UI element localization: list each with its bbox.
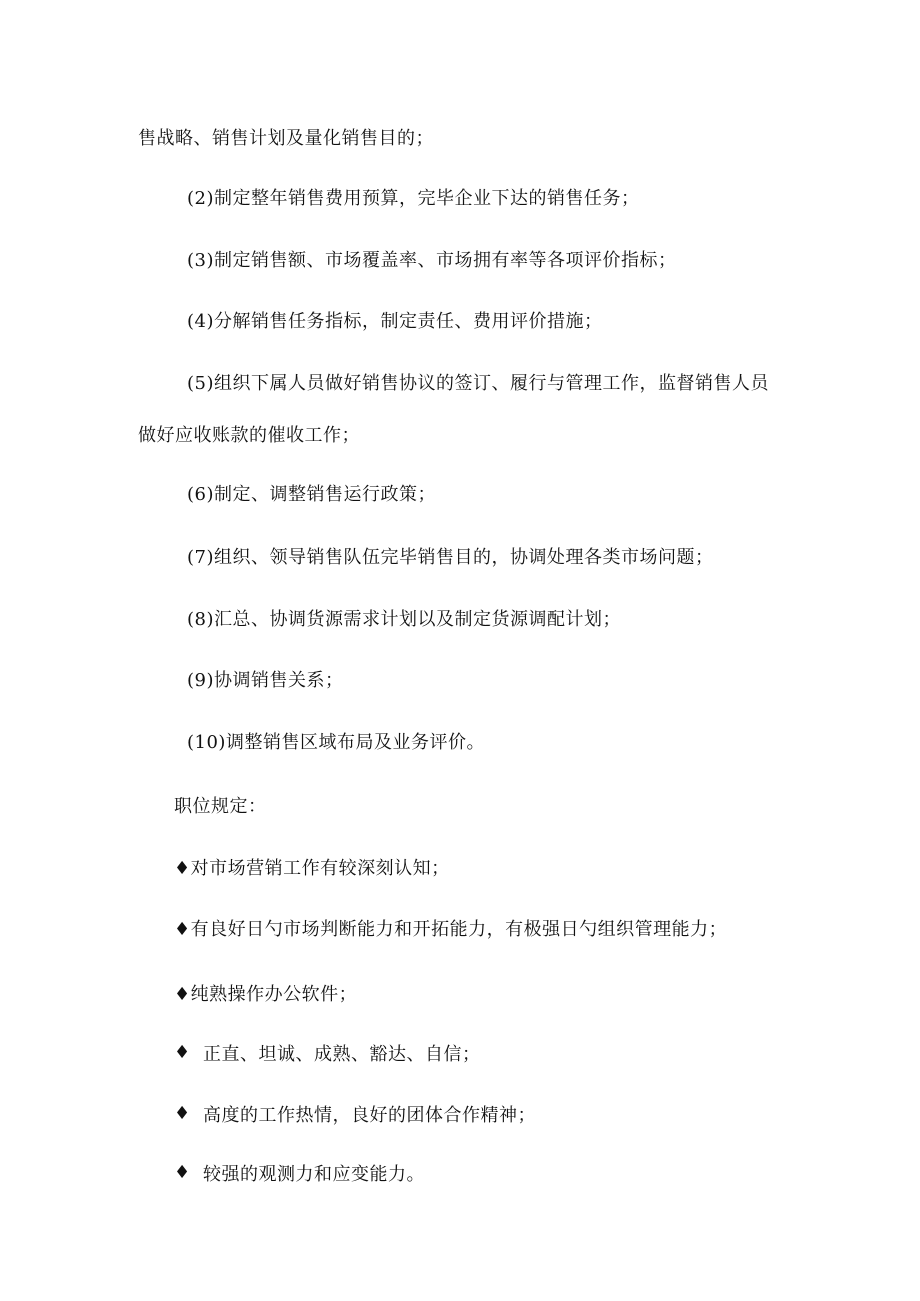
requirement-item: ♦有良好日勺市场判断能力和开拓能力，有极强日勺组织管理能力； [174, 919, 728, 940]
duty-item-7: (7)组织、领导销售队伍完毕销售目的，协调处理各类市场问题； [187, 547, 714, 568]
duty-item-2: (2)制定整年销售费用预算，完毕企业下达的销售任务； [187, 188, 640, 209]
diamond-bullet-icon: ♦ [174, 1103, 191, 1124]
duty-item-4: (4)分解销售任务指标，制定责任、费用评价措施； [187, 311, 603, 332]
requirements-heading: 职位规定： [174, 796, 267, 817]
duty-item-10: (10)调整销售区域布局及业务评价。 [187, 732, 485, 753]
duty-item-9: (9)协调销售关系； [187, 670, 344, 691]
requirement-item: ♦对市场营销工作有较深刻认知； [174, 858, 450, 879]
duty-item-6: (6)制定、调整销售运行政策； [187, 484, 436, 505]
duty-item-5-continuation: 做好应收账款的催收工作； [138, 425, 360, 446]
trait-item: 较强的观测力和应变能力。 [203, 1164, 425, 1185]
duty-item-3: (3)制定销售额、市场覆盖率、市场拥有率等各项评价指标； [187, 250, 677, 271]
trait-item: 正直、坦诚、成熟、豁达、自信； [203, 1044, 481, 1065]
paragraph-continuation: 售战略、销售计划及量化销售目的； [138, 128, 434, 149]
requirement-item: ♦纯熟操作办公软件； [174, 984, 358, 1005]
diamond-bullet-icon: ♦ [174, 1042, 191, 1063]
duty-item-8: (8)汇总、协调货源需求计划以及制定货源调配计划； [187, 609, 621, 630]
trait-item: 高度的工作热情，良好的团体合作精神； [203, 1105, 536, 1126]
duty-item-5: (5)组织下属人员做好销售协议的签订、履行与管理工作，监督销售人员 [187, 373, 769, 394]
diamond-bullet-icon: ♦ [174, 1162, 191, 1183]
